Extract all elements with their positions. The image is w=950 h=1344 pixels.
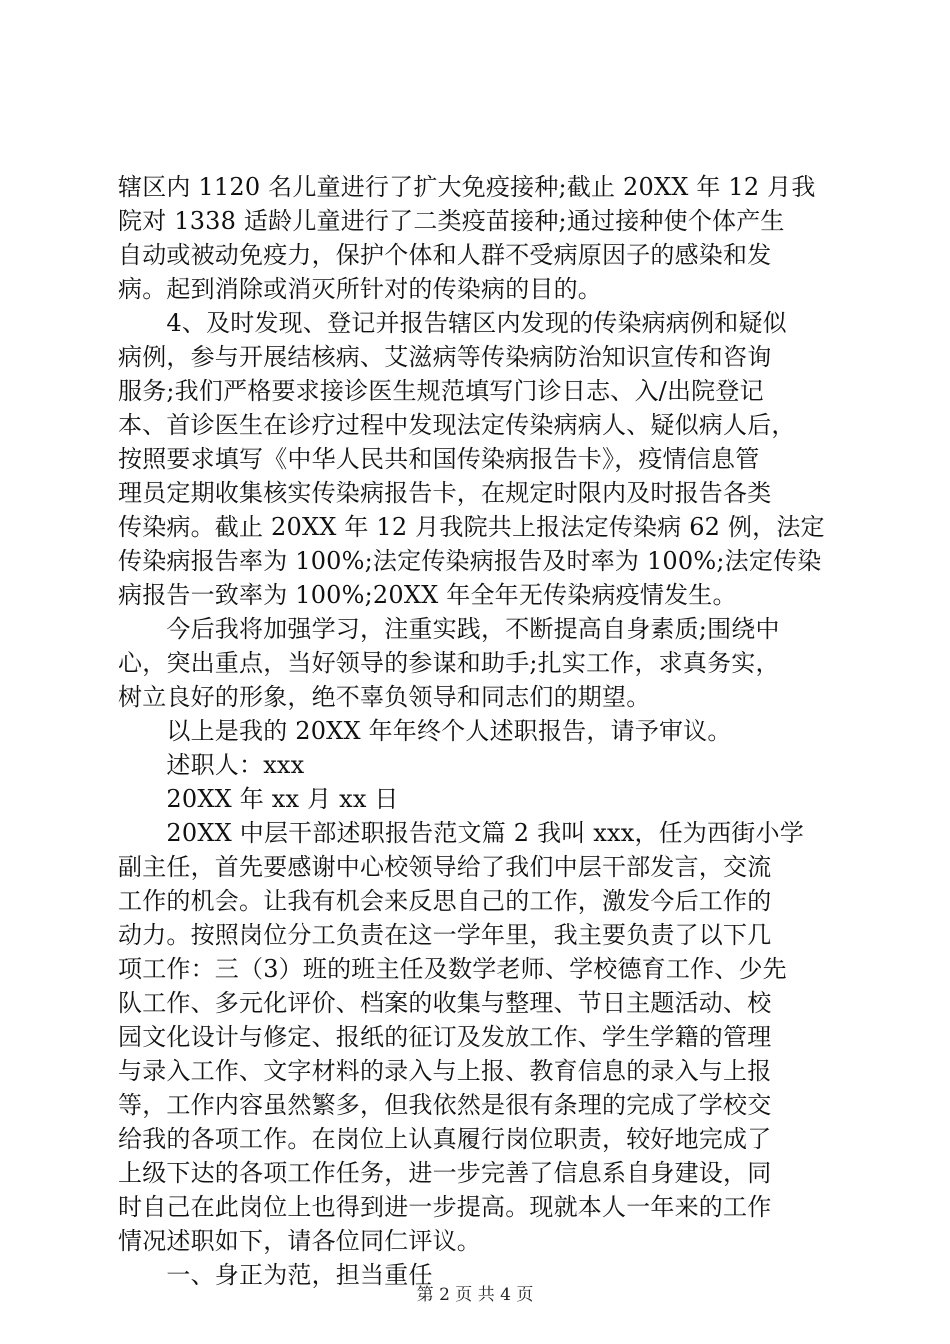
date-line: 20XX 年 xx 月 xx 日 — [118, 785, 399, 813]
section-heading: 一、身正为范，担当重任 — [118, 1261, 433, 1289]
text-line: 传染病报告率为 100%;法定传染病报告及时率为 100%;法定传染 — [118, 547, 822, 575]
text-line: 心，突出重点，当好领导的参谋和助手;扎实工作，求真务实， — [118, 649, 780, 677]
text-line: 以上是我的 20XX 年年终个人述职报告，请予审议。 — [118, 717, 732, 745]
text-line: 按照要求填写《中华人民共和国传染病报告卡》，疫情信息管 — [118, 445, 760, 473]
text-line: 给我的各项工作。在岗位上认真履行岗位职责，较好地完成了 — [118, 1125, 772, 1153]
text-line: 等，工作内容虽然繁多，但我依然是很有条理的完成了学校交 — [118, 1091, 772, 1119]
text-line: 上级下达的各项工作任务，进一步完善了信息系自身建设，同 — [118, 1159, 772, 1187]
text-line: 动力。按照岗位分工负责在这一学年里，我主要负责了以下几 — [118, 921, 772, 949]
text-line: 本、首诊医生在诊疗过程中发现法定传染病病人、疑似病人后， — [118, 411, 796, 439]
text-line: 情况述职如下，请各位同仁评议。 — [118, 1227, 481, 1255]
document-body — [118, 170, 838, 1292]
text-line: 4、及时发现、登记并报告辖区内发现的传染病病例和疑似 — [118, 309, 787, 337]
text-line: 时自己在此岗位上也得到进一步提高。现就本人一年来的工作 — [118, 1193, 772, 1221]
text-line: 病。起到消除或消灭所针对的传染病的目的。 — [118, 275, 602, 303]
signature-line: 述职人：xxx — [118, 751, 305, 779]
text-line: 病报告一致率为 100%;20XX 年全年无传染病疫情发生。 — [118, 581, 737, 609]
text-line: 辖区内 1120 名儿童进行了扩大免疫接种;截止 20XX 年 12 月我 — [118, 173, 816, 201]
text-line: 今后我将加强学习，注重实践，不断提高自身素质;围绕中 — [118, 615, 780, 643]
text-line: 副主任，首先要感谢中心校领导给了我们中层干部发言，交流 — [118, 853, 772, 881]
page-number-footer: 第 2 页 共 4 页 — [416, 1285, 534, 1305]
text-line: 院对 1338 适龄儿童进行了二类疫苗接种;通过接种使个体产生 — [118, 207, 785, 235]
text-line: 园文化设计与修定、报纸的征订及发放工作、学生学籍的管理 — [118, 1023, 772, 1051]
text-line: 队工作、多元化评价、档案的收集与整理、节日主题活动、校 — [118, 989, 772, 1017]
text-line: 服务;我们严格要求接诊医生规范填写门诊日志、入/出院登记 — [118, 377, 764, 405]
text-line: 病例，参与开展结核病、艾滋病等传染病防治知识宣传和咨询 — [118, 343, 772, 371]
text-line: 项工作：三（3）班的班主任及数学老师、学校德育工作、少先 — [118, 955, 787, 983]
text-line: 自动或被动免疫力，保护个体和人群不受病原因子的感染和发 — [118, 241, 772, 269]
text-line: 20XX 中层干部述职报告范文篇 2 我叫 xxx，任为西街小学 — [118, 819, 804, 847]
text-line: 理员定期收集核实传染病报告卡，在规定时限内及时报告各类 — [118, 479, 772, 507]
text-line: 与录入工作、文字材料的录入与上报、教育信息的录入与上报 — [118, 1057, 772, 1085]
text-line: 传染病。截止 20XX 年 12 月我院共上报法定传染病 62 例，法定 — [118, 513, 825, 541]
text-line: 工作的机会。让我有机会来反思自己的工作，激发今后工作的 — [118, 887, 772, 915]
text-line: 树立良好的形象，绝不辜负领导和同志们的期望。 — [118, 683, 651, 711]
